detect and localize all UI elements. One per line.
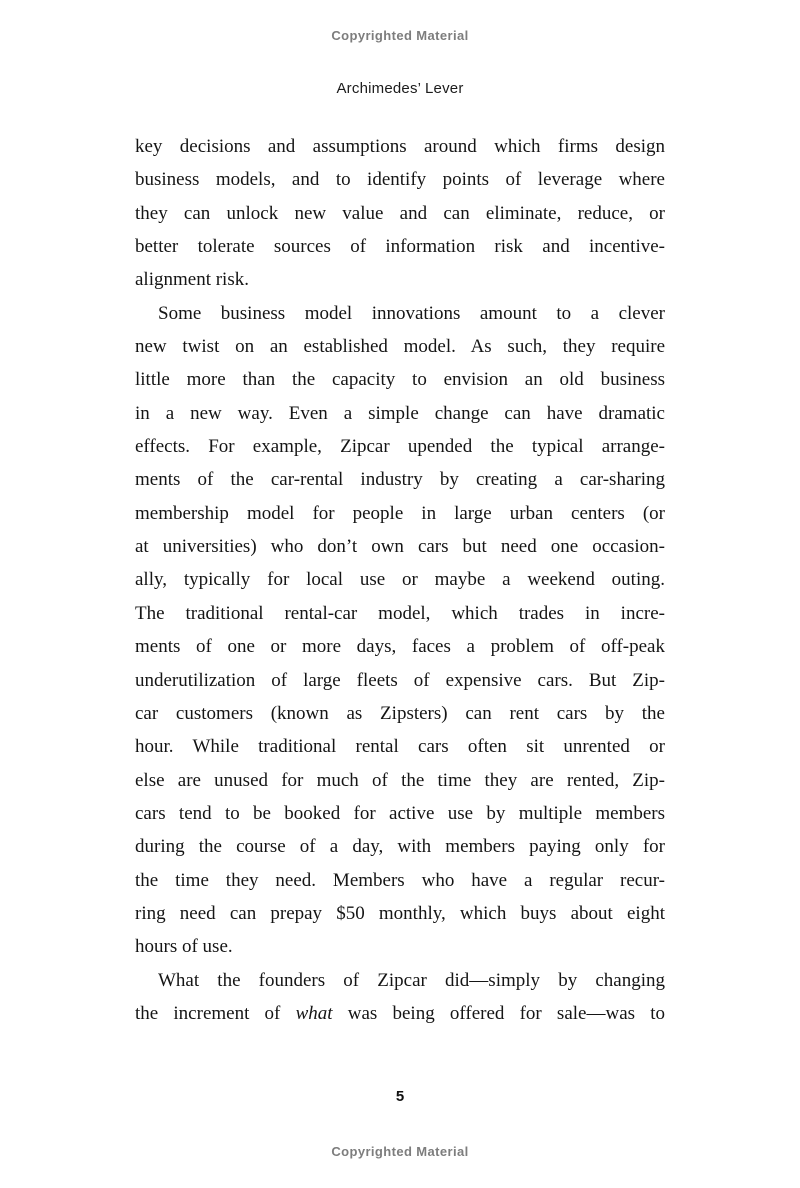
copyright-notice-top: Copyrighted Material [331, 28, 469, 43]
body-line: hour. While traditional rental cars often sit unrented or [135, 736, 665, 758]
body-line [135, 997, 665, 1030]
running-head: Archimedes’ Lever [336, 80, 464, 97]
body-line: underutilization of large fleets of expensive cars. But Zip- [135, 669, 665, 691]
page-number: 5 [395, 1088, 405, 1105]
body-line: effects. For example, Zipcar upended the typical arrange- [135, 436, 665, 458]
body-line: else are unused for much of the time they are rented, Zip- [135, 769, 665, 791]
body-line: car customers (known as Zipsters) can rent cars by the [135, 702, 665, 724]
body-line: What the founders of Zipcar did—simply by changing [158, 969, 665, 991]
body-line-segment: was being offered for sale—was to [332, 1002, 665, 1024]
body-line: ring need can prepay $50 monthly, which buys about eight [135, 902, 665, 924]
copyright-notice-bottom: Copyrighted Material [331, 1144, 469, 1159]
body-line-italic-segment: what [295, 1002, 333, 1024]
body-line: ments of one or more days, faces a problem of off-peak [135, 636, 665, 658]
body-line: ments of the car-rental industry by creating a car-sharing [135, 469, 665, 491]
body-line: at universities) who don’t own cars but need one occasion- [135, 536, 665, 558]
body-line: alignment risk. [135, 269, 249, 291]
body-line: in a new way. Even a simple change can have dramatic [135, 402, 665, 424]
body-line: they can unlock new value and can eliminate, reduce, or [135, 202, 665, 224]
body-line: ally, typically for local use or maybe a weekend outing. [135, 569, 665, 591]
body-line: business models, and to identify points of leverage where [135, 169, 665, 191]
body-line: the time they need. Members who have a regular recur- [135, 869, 665, 891]
body-line-segment: the increment of [135, 1002, 296, 1024]
body-line: during the course of a day, with members paying only for [135, 836, 665, 858]
body-line: The traditional rental-car model, which trades in incre- [135, 602, 665, 624]
body-line: Some business model innovations amount to a clever [158, 302, 665, 324]
body-line: little more than the capacity to envision an old business [135, 369, 665, 391]
body-line: hours of use. [135, 936, 233, 958]
body-line: key decisions and assumptions around which firms design [135, 136, 665, 157]
body-line: membership model for people in large urban centers (or [135, 502, 665, 524]
body-line: cars tend to be booked for active use by multiple members [135, 802, 665, 824]
body-line: better tolerate sources of information risk and incentive- [135, 236, 665, 258]
body-line: new twist on an established model. As such, they require [135, 336, 665, 358]
body-text [135, 130, 665, 1030]
